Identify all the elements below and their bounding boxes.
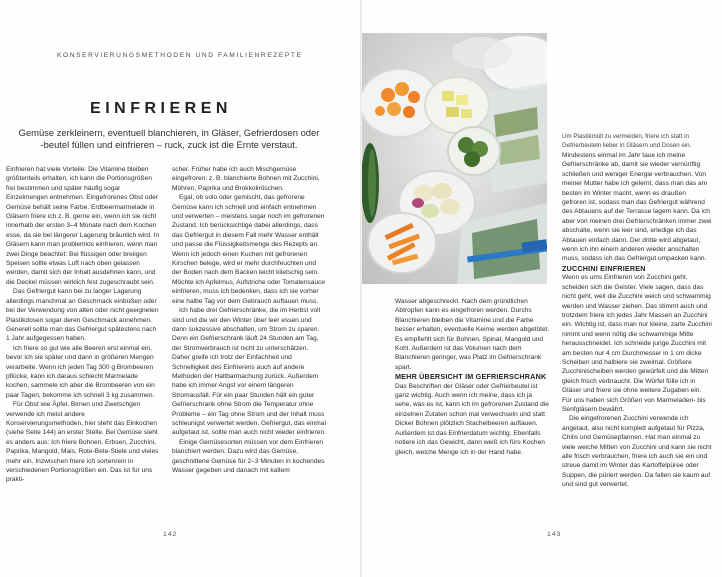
left-page xyxy=(0,0,360,577)
paragraph: Einfrieren hat viele Vorteile: Die Vitamine bleiben größtenteils erhalten, ich kann die Portionsgrößen frei bestimmen und später häufig sogar Einzelmengen entnehmen. Eingefrorenes Obst oder Gemüse behält seine Farbe. Erdbeermarmelade in Gläsern friere ich z. B. gerne ein, wenn ich sie nicht innerhalb der ersten 3–4 Monate nach dem Kochen esse, da sie bei längerer Lagerung bräunlich wird. In Gläsern kann man problemlos einfrieren, wenn man zwei Dinge beachtet: Bei flüssigen oder breiigen Speisen sollte etwas Luft nach oben gelassen werden, damit sich der Inhalt ausdehnen kann, und die Deckel müssen wirklich fest zugeschraubt sein. xyxy=(6,166,160,286)
paragraph: Mindestens einmal im Jahr taue ich meine Gefrierschränke ab, damit sie wieder vernünftig schließen und weniger Energie verbrauchen. Von meiner Mutter habe ich gelernt, dass man das am besten im Winter macht, wenn es draußen gefroren ist, sodass man das Gefriergut während des Abtauens auf der Terrasse lagern kann. Da ich aber von meinen drei Gefrierschränken immer zwei abschalte, wenn sie leer sind, erledige ich das Abtauen einfach dann. Der dritte wird abgetaut, wenn ich ihn einem anderen wieder anschalten muss, sodass ich das Gefriergut umpacken kann. xyxy=(562,152,712,263)
page-subtitle: Gemüse zerkleinern, eventuell blanchieren, in Gläser, Gefrierdosen oder -beutel füllen und einfrieren – ruck, zuck ist die Ernte verstaut. xyxy=(18,127,320,150)
left-column-2 xyxy=(172,165,326,475)
paragraph: Ich habe drei Gefrierschränke, die im Herbst voll sind und die wir den Winter über leer essen und dann sukzessive abschalten, um Strom zu sparen. Denn ein Gefrierschrank läuft 24 Stunden am Tag, der Stromverbrauch ist nicht zu unterschätzen. Daher greife ich trotz der Einfachheit und Schnelligkeit des Einfrierens auch auf andere Methoden der Haltbarmachung zurück. Außerdem habe ich immer Angst vor einem längeren Stromausfall. Für ein paar Stunden hält ein guter Gefrierschrank ohne Strom die Temperatur ohne Probleme – ein Tag ohne Strom und der Inhalt muss schleunigst verwertet werden. Gefriergut, das einmal aufgetaut ist, sollte man auch nicht wieder einfrieren. xyxy=(172,307,326,437)
photo-caption: Um Plastikmüll zu vermeiden, friere ich statt in Gefrierbeuteln lieber in Gläsern und Dosen ein. xyxy=(562,133,692,149)
page-number: 143 xyxy=(547,531,562,538)
page-number: 142 xyxy=(163,531,178,538)
paragraph: Einige Gemüsesorten müssen vor dem Einfrieren blanchiert werden: Dazu wird das Gemüse, geschnittene Gemüse für 2–3 Minuten in kochendes Wasser gegeben und danach mit kaltem xyxy=(172,438,325,474)
paragraph: Wasser abgeschreckt. Nach dem gründlichen Abtropfen kann es eingefroren werden. Durchs Blanchieren bleiben die Vitamine und die Farbe besser erhalten, eventuelle Keime werden abgetötet. Es empfiehlt sich für Bohnen, Spinat, Mangold und Kohl. Außerdem ist das Volumen nach dem Blanchieren geringer, was Platz im Gefrierschrank spart. xyxy=(395,298,550,371)
paragraph: scher. Früher habe ich auch Mischgemüse eingefroren: z. B. blanchierte Bohnen mit Zucchini, Möhren, Paprika und Brokkoliröschen. xyxy=(172,166,320,192)
heading-zucchini: ZUCCHINI EINFRIEREN xyxy=(562,263,646,273)
section-label: KONSERVIERUNGSMETHODEN UND FAMILIENREZEPTE xyxy=(57,52,303,59)
paragraph: Wenn es ums Einfrieren von Zucchini geht, scheiden sich die Geister. Viele sagen, dass das nicht geht, weil die Zucchini weich und schwammig werden und Wasser ziehen. Das stimmt auch und trotzdem friere ich jedes Jahr Massen an Zucchini ein. Wichtig ist, dass man nur kleine, zarte Zucchini nimmt und wenn nötig die schwammige Mitte herausschneidet. Ich schneide junge Zucchini mit am besten nur 4 cm Durchmesser in 1 cm dicke Scheiben und halbiere sie zweimal. Größere Zucchinischeiben werden gewürfelt und die Mitten gleich frisch verbraucht. Die Würfel fülle ich in Gläser und friere sie ohne weitere Zugaben ein. Für uns haben sich Größen von Marmeladen- bis Senfgläsern bewährt. xyxy=(562,274,712,413)
freezer-containers-photo xyxy=(362,33,547,284)
right-column-2 xyxy=(562,151,712,490)
left-column-1 xyxy=(6,165,160,485)
paragraph: Das Beschriften der Gläser oder Gefrierbeutel ist ganz wichtig. Auch wenn ich meine, dass ich ja sehe, was es ist, kann ich im gefrorenen Zustand die einzelnen Zutaten schon mal verwechseln und statt Dicker Bohnen plötzlich Stachelbeeren auftauen. Außerdem ist das Einfrierdatum wichtig. Ebenfalls notiere ich das Gewicht, dann weiß ich fürs Kochen gleich, welche Menge ich in der Hand habe. xyxy=(395,382,549,456)
paragraph: Ich friere so gut wie alle Beeren erst einmal ein, bevor ich sie später und dann in größeren Mengen verarbeite. Wenn ich jeden Tag 300 g Brombeeren pflücke, kann ich daraus schlecht Marmelade kochen, sammele ich aber die Brombeeren von ein paar Tagen, bekomme ich schnell 3 kg zusammen. xyxy=(6,344,155,399)
heading-overview: MEHR ÜBERSICHT IM GEFRIERSCHRANK xyxy=(395,372,547,382)
page-title: EINFRIEREN xyxy=(90,100,232,117)
right-column-1 xyxy=(395,297,550,457)
right-page xyxy=(362,0,722,577)
paragraph: Die eingefrorenen Zucchini verwende ich angetaut, also nicht komplett aufgetaut für Pizza, Chilis und Gemüsepfannen. Hat man einmal zu viele weiche Mitten von Zucchini und kann sie nicht alle frisch verbrauchen, friere ich auch sie ein und streue damit im Winter das Kartoffelpüree oder Suppen, die püriert werden. Da fallen sie kaum auf und sind gut verwertet. xyxy=(562,415,712,489)
paragraph: Das Gefriergut kann bei zu langer Lagerung allerdings manchmal an Geschmack einbüßen oder bei der Verwendung von alten oder nicht geeigneten Plastikdosen sogar deren Geschmack annehmen. Generell sollte man das Gefriergut spätestens nach 1 Jahr aufgegessen haben. xyxy=(6,288,159,343)
paragraph: Für Obst wie Äpfel, Birnen und Zwetschgen verwende ich meist andere Konservierungsmethoden, hier steht das Einkochen (siehe Seite 144) an erster Stelle. Bei Gemüse sieht es anders aus: Ich friere Bohnen, Erbsen, Zucchini, Paprika, Mangold, Mais, Rote-Bete-Stiele und vieles mehr ein. Inzwischen friere ich sortenrein in verschiedenen Portionsgrößen ein. Das ist für uns prakti- xyxy=(6,401,159,484)
paragraph: Egal, ob solo oder gemischt, das gefrorene Gemüse kann ich schnell und einfach entnehmen und verwerten – meistens sogar noch im gefrorenen Zustand. Ich berücksichtige dabei allerdings, dass das Gefriergut in diesem Fall mehr Wasser enthält und passe die Flüssigkeitsmenge des Rezepts an. Wenn ich jedoch einen Kuchen mit gefrorenen Kirschen belege, wird er mehr durchfeuchten und der Boden nach dem Backen leicht klietschig sein. Möchte ich Apfelmus, Aufstriche oder Tomatensauce einfrieren, muss ich bedenken, dass ich sie vorher eine halbe Tag vor dem Gebrauch auftauen muss. xyxy=(172,194,326,305)
